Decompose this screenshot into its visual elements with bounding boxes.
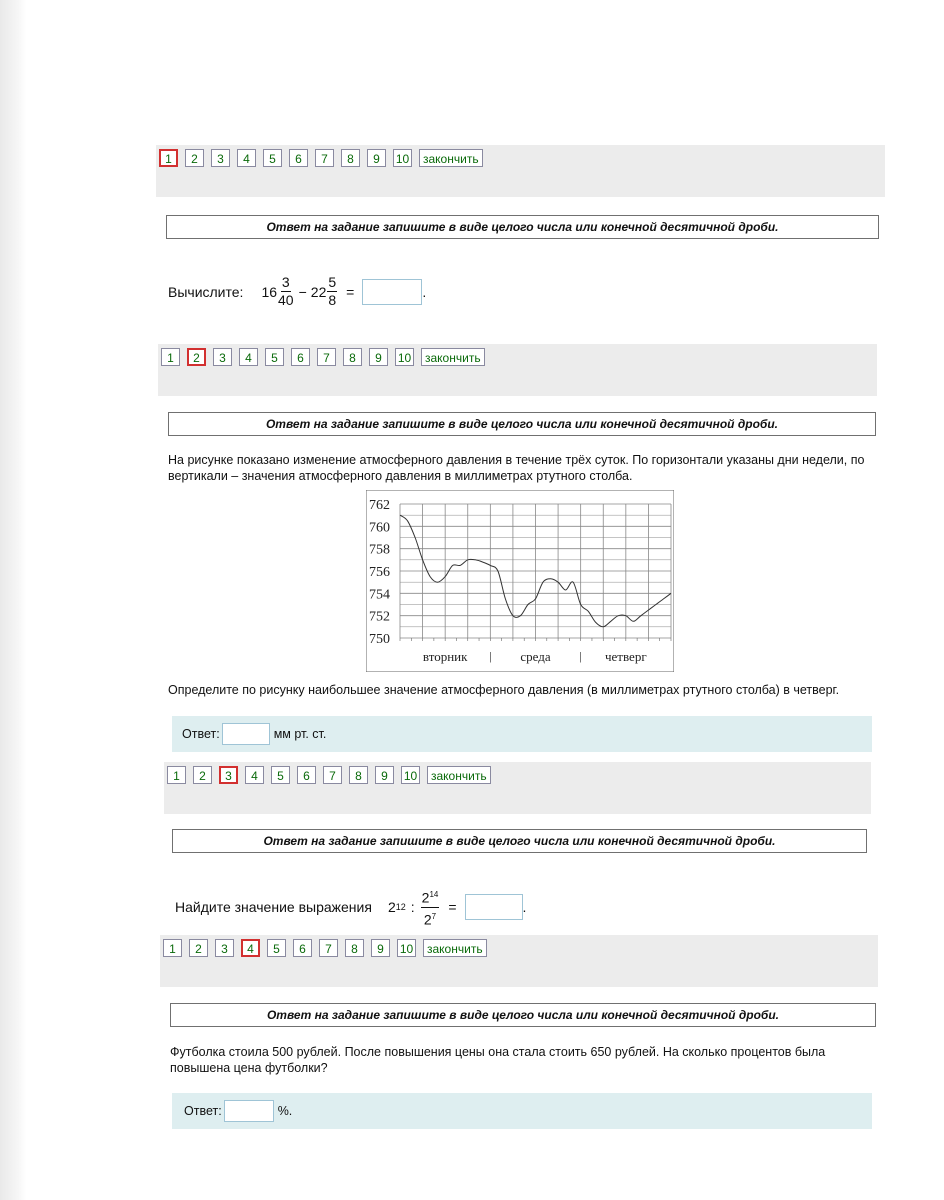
task4-answer-input[interactable] [224,1100,274,1122]
y-tick-label: 754 [369,587,390,603]
page-button-2[interactable]: 2 [193,766,212,784]
task3-exp1: 12 [395,902,406,913]
task1-minus: − [298,283,307,300]
task3-exp2: 14 [429,890,439,899]
task3-period: . [522,899,527,916]
page-button-4[interactable]: 4 [245,766,264,784]
page-button-3[interactable]: 3 [213,348,232,366]
task3-base1: 2 [387,899,396,916]
task2-answer-unit: мм рт. ст. [273,727,327,741]
page-button-4[interactable]: 4 [237,149,256,167]
page-button-5[interactable]: 5 [267,939,286,957]
page-button-8[interactable]: 8 [345,939,364,957]
page-button-1[interactable]: 1 [161,348,180,366]
page-button-9[interactable]: 9 [369,348,388,366]
task2-answer-bar [172,716,872,752]
task3-base3: 2 [423,911,432,928]
task1-answer-input[interactable] [362,279,422,305]
day-label: среда [520,649,551,664]
task2-answer-input[interactable] [222,723,270,745]
task3-equals: = [448,899,457,916]
y-tick-label: 750 [369,632,390,647]
task3-prefix: Найдите значение выражения [175,899,372,916]
page-button-7[interactable]: 7 [315,149,334,167]
y-tick-label: 762 [369,498,390,513]
page-button-10[interactable]: 10 [393,149,412,167]
day-label: вторник [422,649,468,664]
finish-button[interactable]: закончить [427,766,491,784]
page-button-9[interactable]: 9 [375,766,394,784]
page-button-2[interactable]: 2 [185,149,204,167]
page-button-1[interactable]: 1 [167,766,186,784]
page-button-8[interactable]: 8 [349,766,368,784]
day-label: четверг [605,649,647,664]
task4-text: Футболка стоила 500 рублей. После повышения цены она стала стоить 650 рублей. На сколько процентов была повышена цена футболки? [170,1045,826,1075]
page-button-7[interactable]: 7 [319,939,338,957]
page-button-8[interactable]: 8 [341,149,360,167]
page-button-3[interactable]: 3 [215,939,234,957]
pagination-bar [160,935,878,987]
task1-fraction1 [278,274,294,309]
instruction-box: Ответ на задание запишите в виде целого числа или конечной десятичной дроби. [170,1003,876,1027]
task1-den2: 8 [328,292,337,308]
task3-numerator [421,886,440,908]
page-button-6[interactable]: 6 [297,766,316,784]
page-button-10[interactable]: 10 [395,348,414,366]
page-button-5[interactable]: 5 [271,766,290,784]
task3-answer-input[interactable] [465,894,523,920]
finish-button[interactable]: закончить [423,939,487,957]
page-button-6[interactable]: 6 [289,149,308,167]
task2-question: Определите по рисунку наибольшее значение атмосферного давления (в миллиметрах ртутного столба) в четверг. [168,683,840,697]
task4-answer-bar [172,1093,872,1129]
task1-num2: 5 [328,274,337,290]
instruction-box: Ответ на задание запишите в виде целого числа или конечной десятичной дроби. [172,829,867,853]
pagination-bar [158,344,877,396]
page-button-6[interactable]: 6 [293,939,312,957]
y-tick-label: 756 [369,565,390,580]
chart-frame [366,490,674,672]
task2-answer-label: Ответ: [182,727,220,741]
y-tick-label: 752 [369,609,390,625]
pagination-bar [156,145,885,197]
chart-x-labels [423,649,647,664]
page-button-9[interactable]: 9 [371,939,390,957]
task3-expression [175,886,526,928]
page-button-5[interactable]: 5 [265,348,284,366]
page-button-8[interactable]: 8 [343,348,362,366]
page-button-5[interactable]: 5 [263,149,282,167]
task3-exp3: 7 [431,911,437,921]
page-button-6[interactable]: 6 [291,348,310,366]
task3-colon: : [410,899,415,916]
page-button-3[interactable]: 3 [211,149,230,167]
page-button-1[interactable]: 1 [159,149,178,167]
page-button-7[interactable]: 7 [323,766,342,784]
task1-fraction2 [327,274,337,309]
task2-text: На рисунке показано изменение атмосферного давления в течение трёх суток. По горизонтали указаны дни недели, по вертикали – значения атмосферного давления в миллиметрах ртутного столба. [168,453,865,483]
chart-y-ticks [369,498,390,647]
task1-prefix: Вычислите: [168,283,244,300]
page-button-2[interactable]: 2 [187,348,206,366]
page-button-3[interactable]: 3 [219,766,238,784]
y-tick-label: 758 [369,542,390,558]
task1-whole2: 22 [310,283,327,300]
day-separator: | [489,649,492,663]
task1-equals: = [346,283,355,300]
task1-num1: 3 [281,274,290,290]
task1-den1: 40 [278,292,294,308]
task4-answer-label: Ответ: [184,1104,222,1118]
pagination-bar [164,762,871,814]
pressure-chart [366,490,674,672]
task3-base2: 2 [421,889,430,906]
task4-answer-unit: %. [277,1104,293,1118]
page-button-10[interactable]: 10 [397,939,416,957]
instruction-box: Ответ на задание запишите в виде целого числа или конечной десятичной дроби. [166,215,879,239]
task3-denominator [424,908,436,929]
y-tick-label: 760 [369,520,390,536]
task1-whole1: 16 [261,283,278,300]
page-button-7[interactable]: 7 [317,348,336,366]
page-shadow-edge [0,0,26,1200]
page-button-1[interactable]: 1 [163,939,182,957]
task1-expression [168,274,426,309]
page-button-4[interactable]: 4 [239,348,258,366]
task1-period: . [422,283,427,300]
instruction-box: Ответ на задание запишите в виде целого числа или конечной десятичной дроби. [168,412,876,436]
day-separator: | [579,649,582,663]
task3-fraction [421,886,440,928]
page-button-10[interactable]: 10 [401,766,420,784]
page-button-2[interactable]: 2 [189,939,208,957]
finish-button[interactable]: закончить [419,149,483,167]
finish-button[interactable]: закончить [421,348,485,366]
page-button-4[interactable]: 4 [241,939,260,957]
page-button-9[interactable]: 9 [367,149,386,167]
